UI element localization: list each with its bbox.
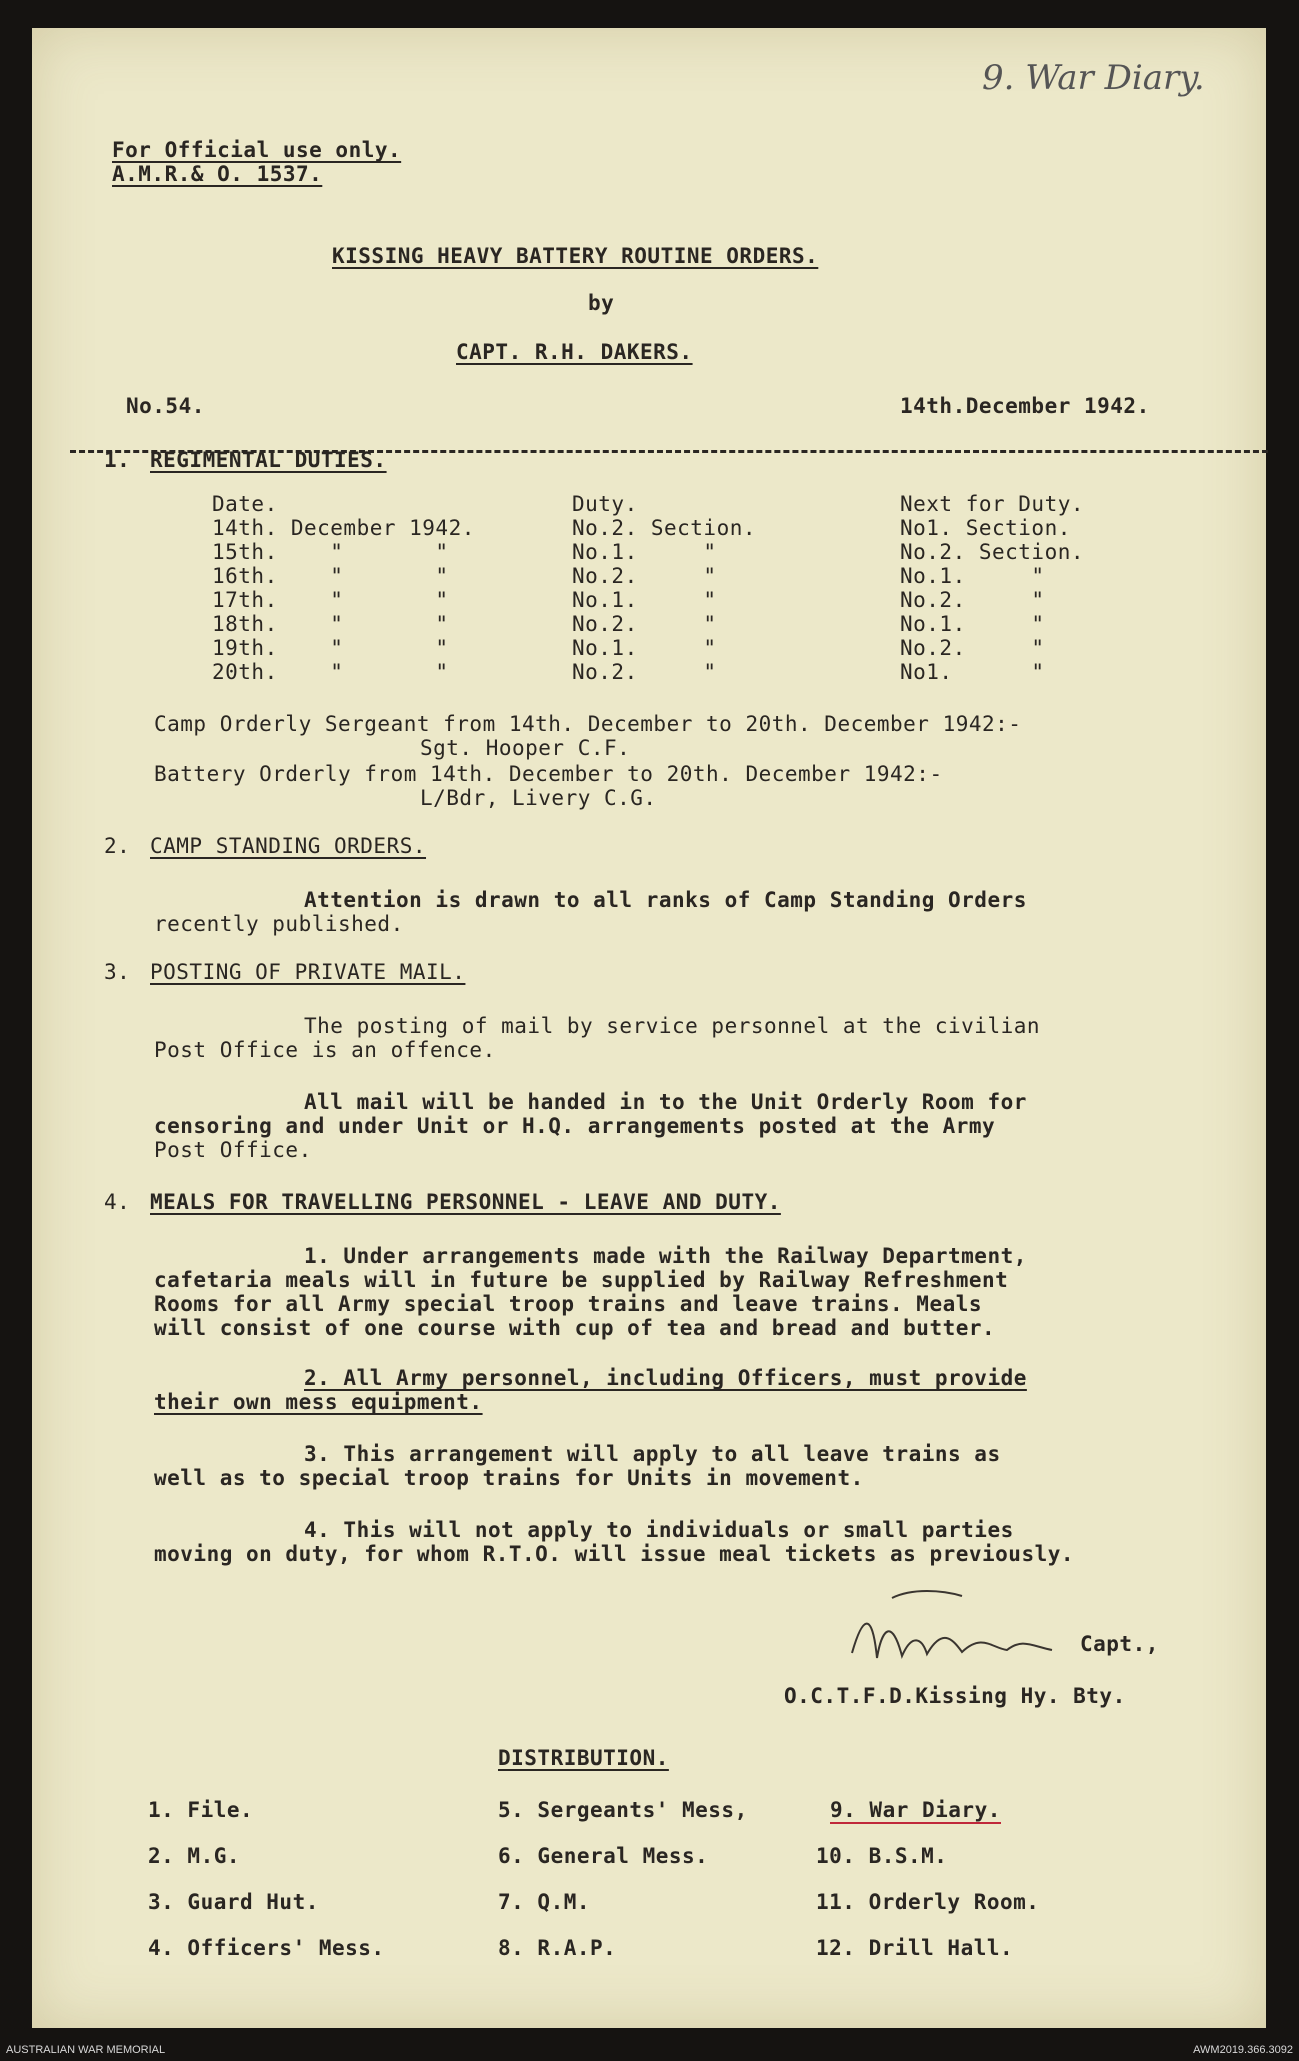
- duty-row-next: No.1. ": [900, 564, 1045, 588]
- official-use-line: For Official use only.: [112, 138, 402, 162]
- section4-text: their own mess equipment.: [154, 1390, 483, 1414]
- duty-row-date: 18th. " ": [212, 612, 449, 636]
- duty-row-duty: No.1. ": [572, 636, 717, 660]
- section3-text: All mail will be handed in to the Unit Orderly Room for: [304, 1090, 1027, 1114]
- section2-text: recently published.: [154, 912, 404, 936]
- duty-row-next: No.2. ": [900, 636, 1045, 660]
- camp-orderly-name: Sgt. Hooper C.F.: [420, 736, 631, 760]
- document-page: [32, 28, 1266, 2028]
- distribution-item: 2. M.G.: [148, 1844, 241, 1868]
- section2-text: Attention is drawn to all ranks of Camp Standing Orders: [304, 888, 1027, 912]
- section3-text: censoring and under Unit or H.Q. arrangements posted at the Army: [154, 1114, 996, 1138]
- handwritten-note: 9. War Diary.: [982, 58, 1205, 98]
- section3-text: The posting of mail by service personnel at the civilian: [304, 1014, 1041, 1038]
- duty-row-date: 20th. " ": [212, 660, 449, 684]
- duty-row-next: No.2. ": [900, 588, 1045, 612]
- section4-heading: MEALS FOR TRAVELLING PERSONNEL - LEAVE AND DUTY.: [150, 1190, 781, 1214]
- section3-number: 3.: [104, 960, 131, 984]
- distribution-item: 6. General Mess.: [498, 1844, 709, 1868]
- duty-row-date: 16th. " ": [212, 564, 449, 588]
- duty-row-date: 19th. " ": [212, 636, 449, 660]
- distribution-item: 5. Sergeants' Mess,: [498, 1798, 748, 1822]
- duty-row-date: 14th. December 1942.: [212, 516, 475, 540]
- signature-scribble: [832, 1578, 1092, 1688]
- duty-row-duty: No.2. ": [572, 660, 717, 684]
- section2-heading: CAMP STANDING ORDERS.: [150, 834, 427, 858]
- duty-row-duty: No.1. ": [572, 588, 717, 612]
- section4-number: 4.: [104, 1190, 131, 1214]
- duty-row-duty: No.2. ": [572, 612, 717, 636]
- distribution-item: 12. Drill Hall.: [816, 1936, 1014, 1960]
- section4-text: 2. All Army personnel, including Officers, must provide: [304, 1366, 1027, 1390]
- section4-text: 3. This arrangement will apply to all leave trains as: [304, 1442, 1001, 1466]
- section4-text: will consist of one course with cup of tea and bread and butter.: [154, 1316, 996, 1340]
- distribution-item: 1. File.: [148, 1798, 254, 1822]
- duty-row-duty: No.1. ": [572, 540, 717, 564]
- col-date-header: Date.: [212, 492, 278, 516]
- camp-orderly-line: Camp Orderly Sergeant from 14th. December to 20th. December 1942:-: [154, 712, 1022, 736]
- signature-title: O.C.T.F.D.Kissing Hy. Bty.: [784, 1684, 1126, 1708]
- document-title: KISSING HEAVY BATTERY ROUTINE ORDERS.: [332, 244, 819, 268]
- distribution-item: 11. Orderly Room.: [816, 1890, 1040, 1914]
- author-line: CAPT. R.H. DAKERS.: [456, 340, 693, 364]
- by-line: by: [588, 291, 615, 315]
- section3-heading: POSTING OF PRIVATE MAIL.: [150, 960, 466, 984]
- battery-orderly-name: L/Bdr, Livery C.G.: [420, 786, 657, 810]
- section1-number: 1.: [104, 448, 131, 472]
- duty-row-next: No.1. ": [900, 612, 1045, 636]
- distribution-item: 8. R.A.P.: [498, 1936, 617, 1960]
- footer-archive-ref: AWM2019.366.3092: [1193, 2044, 1293, 2056]
- order-date: 14th.December 1942.: [900, 394, 1150, 418]
- section4-text: Rooms for all Army special troop trains and leave trains. Meals: [154, 1292, 983, 1316]
- section4-text: cafetaria meals will in future be supplied by Railway Refreshment: [154, 1268, 1009, 1292]
- duty-row-next: No1. Section.: [900, 516, 1071, 540]
- section4-text: moving on duty, for whom R.T.O. will issue meal tickets as previously.: [154, 1542, 1075, 1566]
- duty-row-next: No.2. Section.: [900, 540, 1085, 564]
- distribution-item: 4. Officers' Mess.: [148, 1936, 385, 1960]
- duty-row-date: 15th. " ": [212, 540, 449, 564]
- distribution-item: 7. Q.M.: [498, 1890, 591, 1914]
- distribution-item-war-diary: 9. War Diary.: [830, 1798, 1001, 1822]
- footer-archive-name: AUSTRALIAN WAR MEMORIAL: [6, 2044, 166, 2056]
- duty-row-duty: No.2. ": [572, 564, 717, 588]
- section3-text: Post Office is an offence.: [154, 1038, 496, 1062]
- distribution-item: 3. Guard Hut.: [148, 1890, 319, 1914]
- official-ref-line: A.M.R.& O. 1537.: [112, 162, 323, 186]
- distribution-heading: DISTRIBUTION.: [498, 1746, 669, 1770]
- section2-number: 2.: [104, 834, 131, 858]
- duty-row-next: No1. ": [900, 660, 1045, 684]
- section1-heading: REGIMENTAL DUTIES.: [150, 448, 387, 472]
- section4-text: well as to special troop trains for Units in movement.: [154, 1466, 864, 1490]
- distribution-item: 10. B.S.M.: [816, 1844, 948, 1868]
- signature-rank: Capt.,: [1080, 1632, 1159, 1656]
- section4-text: 1. Under arrangements made with the Railway Department,: [304, 1244, 1027, 1268]
- battery-orderly-line: Battery Orderly from 14th. December to 20th. December 1942:-: [154, 762, 943, 786]
- col-duty-header: Duty.: [572, 492, 638, 516]
- order-number: No.54.: [126, 394, 205, 418]
- section4-text: 4. This will not apply to individuals or small parties: [304, 1518, 1014, 1542]
- duty-row-duty: No.2. Section.: [572, 516, 757, 540]
- duty-row-date: 17th. " ": [212, 588, 449, 612]
- col-next-header: Next for Duty.: [900, 492, 1085, 516]
- section3-text: Post Office.: [154, 1138, 312, 1162]
